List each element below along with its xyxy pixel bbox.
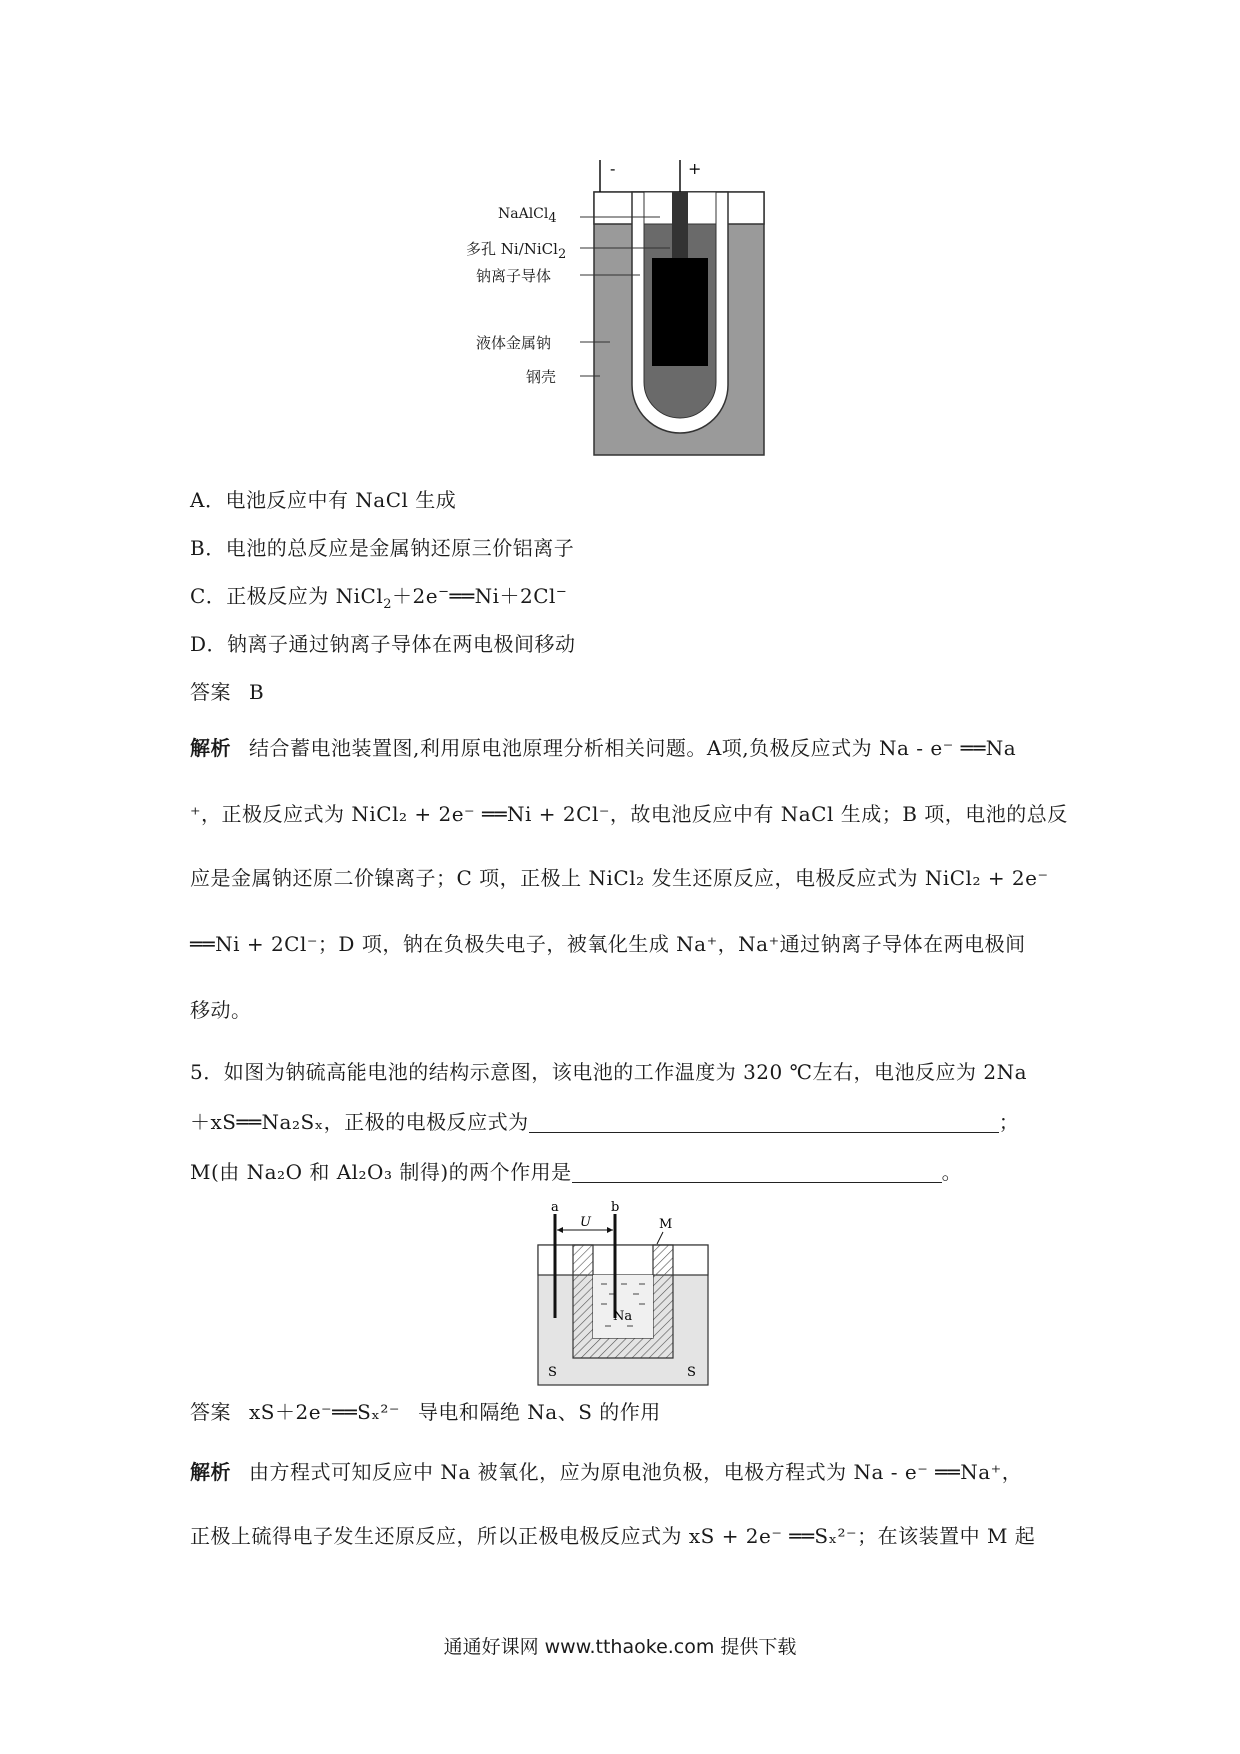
label-s-left: S: [548, 1365, 557, 1380]
q4-explanation-line-3: 应是金属钠还原二价镍离子；C 项，正极上 NiCl₂ 发生还原反应，电极反应式为 NiCl₂ + 2e⁻: [190, 866, 1049, 890]
blank-m-function[interactable]: [572, 1160, 942, 1183]
q4-answer: 答案 B: [190, 680, 265, 704]
positive-terminal-label: +: [688, 160, 702, 178]
option-a: A．电池反应中有 NaCl 生成: [190, 488, 457, 512]
q4-explanation-line-2: ⁺，正极反应式为 NiCl₂ + 2e⁻ ══Ni + 2Cl⁻，故电池反应中有 NaCl 生成；B 项，电池的总反: [190, 802, 1068, 826]
label-steel-shell: 钢壳: [526, 368, 557, 386]
option-c: C．正极反应为 NiCl$_2$＋2e−══Ni＋2Cl−: [190, 584, 568, 612]
q5-line-1: 5．如图为钠硫高能电池的结构示意图，该电池的工作温度为 320 ℃左右，电池反应为 2Na: [190, 1060, 1027, 1084]
label-naalcl4: NaAlCl$_4$: [498, 206, 557, 226]
label-ni-nicl2: 多孔 Ni/NiCl$_2$: [466, 240, 567, 262]
label-a: a: [551, 1200, 559, 1215]
battery-diagram-1: [460, 160, 780, 460]
label-liquid-sodium: 液体金属钠: [476, 334, 552, 352]
label-u: U: [580, 1215, 591, 1230]
ni-nicl2-electrode: [652, 258, 708, 366]
label-m: M: [659, 1217, 673, 1232]
label-s-right: S: [687, 1365, 696, 1380]
q5-line-3: M(由 Na₂O 和 Al₂O₃ 制得)的两个作用是 。: [190, 1160, 963, 1184]
option-b: B．电池的总反应是金属钠还原三价铝离子: [190, 536, 575, 560]
label-b: b: [611, 1200, 620, 1215]
option-d: D．钠离子通过钠离子导体在两电极间移动: [190, 632, 576, 656]
blank-positive-electrode[interactable]: [529, 1110, 999, 1133]
label-ion-conductor: 钠离子导体: [476, 267, 552, 285]
battery-diagram-2: [535, 1200, 715, 1390]
q4-explanation-line-5: 移动。: [190, 998, 252, 1022]
negative-terminal-label: -: [610, 160, 616, 178]
positive-rod: [672, 192, 688, 258]
q5-explanation-line-1: 解析 由方程式可知反应中 Na 被氧化，应为原电池负极，电极方程式为 Na - e⁻ ══Na⁺，: [190, 1460, 1023, 1484]
q5-explanation-line-2: 正极上硫得电子发生还原反应，所以正极电极反应式为 xS + 2e⁻ ══Sₓ²⁻；在该装置中 M 起: [190, 1524, 1036, 1548]
page-footer: 通通好课网 www.tthaoke.com 提供下载: [443, 1636, 797, 1658]
q5-answer: 答案 xS＋2e⁻══Sₓ²⁻ 导电和隔绝 Na、S 的作用: [190, 1400, 661, 1424]
label-na: Na: [613, 1309, 633, 1324]
q4-explanation-line-4: ══Ni + 2Cl⁻；D 项，钠在负极失电子，被氧化生成 Na⁺，Na⁺通过钠离子导体在两电极间: [190, 932, 1026, 956]
q4-explanation-line-1: 解析 结合蓄电池装置图,利用原电池原理分析相关问题。A项,负极反应式为 Na - e⁻ ══Na: [190, 736, 1017, 760]
q5-line-2: ＋xS══Na₂Sₓ，正极的电极反应式为 ；: [190, 1110, 1020, 1134]
